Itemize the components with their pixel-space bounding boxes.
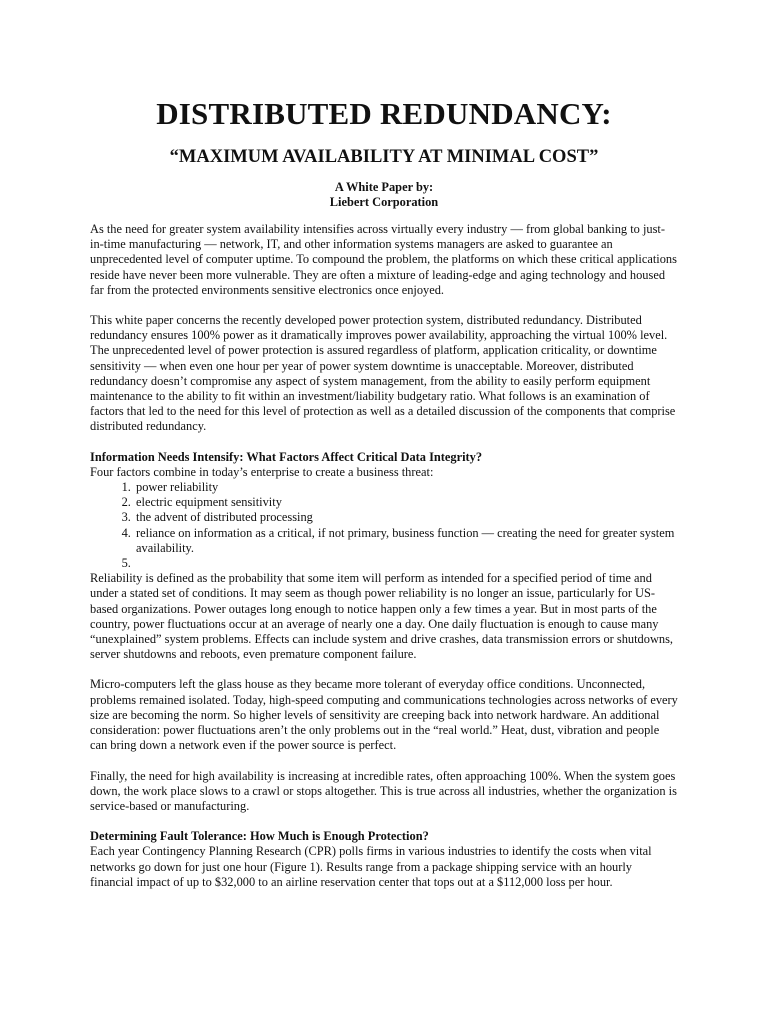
list-item: 1. power reliability: [134, 480, 678, 495]
section-heading-information-needs: Information Needs Intensify: What Factors Affect Critical Data Integrity?: [90, 449, 483, 464]
list-item: 4. reliance on information as a critical, if not primary, business function — creating the need for greater system availability.: [134, 526, 678, 556]
document-page: [90, 96, 678, 905]
document-subtitle: “MAXIMUM AVAILABILITY AT MINIMAL COST”: [169, 147, 599, 167]
availability-paragraph: Finally, the need for high availability is increasing at incredible rates, often approaching 100%. When the system goes down, the work place slows to a crawl or stops altogether. This is true across all industries, whether the organization is service-based or manufacturing.: [90, 768, 677, 813]
intro-paragraph-2: This white paper concerns the recently developed power protection system, distributed redundancy. Distributed redundancy ensures 100% power as it dramatically improves power availability, approaching the virtual 100% level. The unprecedented level of power protection is assured regardless of platform, application criticality, or downtime sensitivity — when even one hour per year of power system downtime is unacceptable. Moreover, distributed redundancy doesn’t compromise any aspect of system management, from the ability to easily perform equipment maintenance to the ability to fit within an investment/liability budgetary ratio. What follows is an examination of factors that led to the need for this level of protection as well as a detailed discussion of the components that comprise distributed redundancy.: [90, 313, 676, 434]
byline: [90, 180, 678, 210]
section-intro-factors: Four factors combine in today’s enterprise to create a business threat:: [90, 464, 434, 479]
list-item: 3. the advent of distributed processing: [134, 510, 678, 525]
microcomputers-paragraph: Micro-computers left the glass house as they became more tolerant of everyday office conditions. Unconnected, problems remained isolated. Today, high-speed computing and communications technologies across networks of every size are becoming the norm. So higher levels of sensitivity are creeping back into network hardware. An additional consideration: power fluctuations aren’t the only problems out in the “real world.” Heat, dust, vibration and people can bring down a network even if the power source is perfect.: [90, 677, 678, 753]
section-heading-fault-tolerance: Determining Fault Tolerance: How Much is Enough Protection?: [90, 829, 429, 844]
list-item: 2. electric equipment sensitivity: [134, 495, 678, 510]
reliability-paragraph: Reliability is defined as the probability that some item will perform as intended for a specified period of time and under a stated set of conditions. It may seem as though power reliability is no longer an issue, particularly for US-based organizations. Power outages long enough to notice happen only a few times a year. But in most parts of the country, power fluctuations occur at an average of nearly one a day. One daily fluctuation is enough to cause many “unexplained” system problems. Effects can include system and drive crashes, data transmission errors or shutdowns, server shutdowns and reboots, even premature component failure.: [90, 571, 674, 662]
list-item-empty: [134, 556, 678, 571]
factors-list: [90, 480, 678, 571]
document-title: DISTRIBUTED REDUNDANCY:: [156, 96, 612, 131]
intro-paragraph-1: As the need for greater system availability intensifies across virtually every industry — from global banking to just-in-time manufacturing — network, IT, and other information systems managers are asked to guarantee an unprecedented level of computer uptime. To compound the problem, the platforms on which these critical applications reside have never been more vulnerable. They are often a mixture of leading-edge and aging technology and housed far from the protected environments sensitive electronics once enjoyed.: [90, 222, 677, 297]
byline-author: Liebert Corporation: [329, 195, 439, 209]
cpr-paragraph: Each year Contingency Planning Research (CPR) polls firms in various industries to identify the costs when vital networks go down for just one hour (Figure 1). Results range from a package shipping service with an hourly financial impact of up to $32,000 to an airline reservation center that tops out at a $112,000 loss per hour.: [90, 844, 652, 889]
byline-line-1: A White Paper by:: [334, 180, 434, 194]
